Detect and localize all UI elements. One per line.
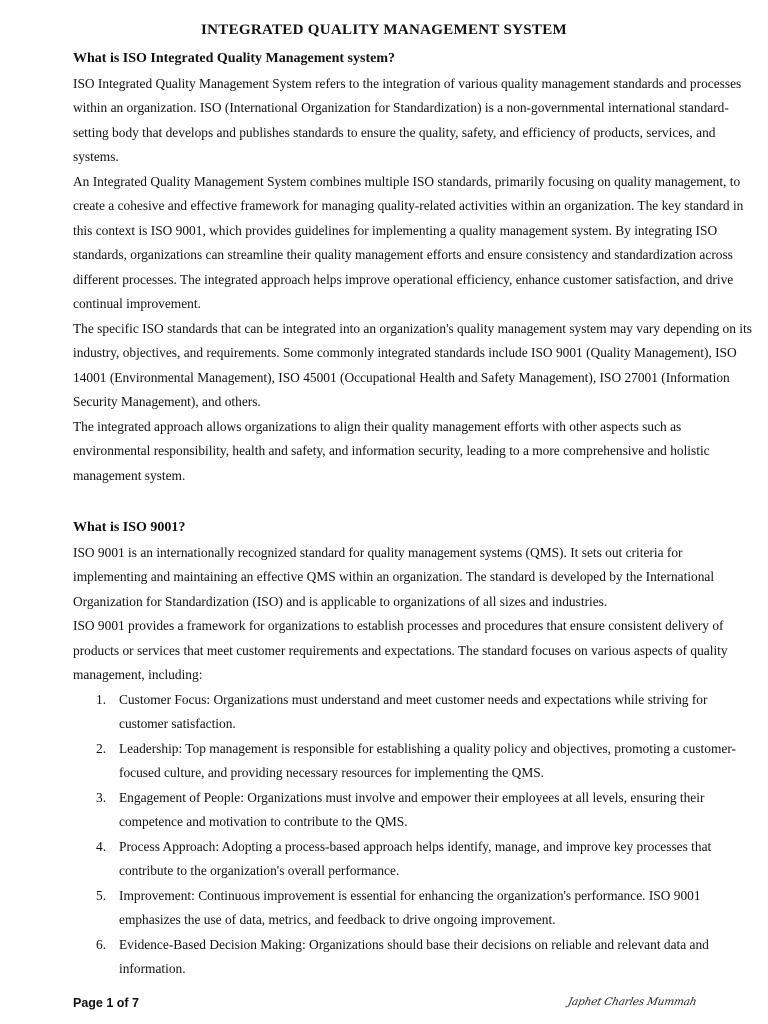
list-item-text: Engagement of People: Organizations must involve and empower their employees at all levels, ensuring their competence and motivation to contribute to the QMS. xyxy=(119,789,705,829)
quality-principles-list xyxy=(73,688,753,982)
list-item-text: Customer Focus: Organizations must understand and meet customer needs and expectations while striving for customer satisfaction. xyxy=(119,691,708,731)
list-item xyxy=(73,884,753,933)
list-item xyxy=(73,786,753,835)
section-iso-9001 xyxy=(73,516,753,982)
section-iqms xyxy=(73,47,753,488)
list-item-number: 5. xyxy=(96,887,107,903)
list-item-number: 4. xyxy=(96,838,107,854)
paragraph: ISO 9001 is an internationally recognized standard for quality management systems (QMS). It sets out criteria for implementing and maintaining an effective QMS within an organization. The standard is developed by the International Organization for Standardization (ISO) and is applicable to organizations of all sizes and industries. xyxy=(73,544,715,609)
list-item-number: 3. xyxy=(96,789,107,805)
list-item xyxy=(73,933,753,982)
paragraph: ISO Integrated Quality Management System refers to the integration of various quality management standards and processes within an organization. ISO (International Organization for Standardization) is a non-governmental international standard-setting body that develops and publishes standards to ensure the quality, safety, and efficiency of products, services, and systems. xyxy=(73,75,742,164)
paragraph: The integrated approach allows organizations to align their quality management efforts with other aspects such as environmental responsibility, health and safety, and information security, leading to a more comprehensive and holistic management system. xyxy=(73,418,710,483)
list-item-text: Process Approach: Adopting a process-based approach helps identify, manage, and improve key processes that contribute to the organization's overall performance. xyxy=(119,838,712,878)
list-item-number: 1. xyxy=(96,691,107,707)
document-title: INTEGRATED QUALITY MANAGEMENT SYSTEM xyxy=(201,22,567,38)
page-number: Page 1 of 7 xyxy=(73,996,139,1010)
list-item xyxy=(73,688,753,737)
list-item-text: Evidence-Based Decision Making: Organizations should base their decisions on reliable and relevant data and information. xyxy=(119,936,709,976)
paragraph: ISO 9001 provides a framework for organizations to establish processes and procedures that ensure consistent delivery of products or services that meet customer requirements and expectations. The standard focuses on various aspects of quality management, including: xyxy=(73,618,728,682)
list-item xyxy=(73,737,753,786)
author-signature: Japhet Charles Mummah xyxy=(566,996,698,1008)
list-item-text: Leadership: Top management is responsible for establishing a quality policy and objectives, promoting a customer-focused culture, and providing necessary resources for implementing the QMS. xyxy=(119,740,736,780)
list-item-text: Improvement: Continuous improvement is essential for enhancing the organization's performance. ISO 9001 emphasizes the use of data, metrics, and feedback to drive ongoing improvement. xyxy=(119,887,701,927)
paragraph: An Integrated Quality Management System combines multiple ISO standards, primarily focusing on quality management, to create a cohesive and effective framework for managing quality-related activities within an organization. The key standard in this context is ISO 9001, which provides guidelines for implementing a quality management system. By integrating ISO standards, organizations can streamline their quality management efforts and ensure consistency and standardization across different processes. The integrated approach helps improve operational efficiency, enhance customer satisfaction, and drive continual improvement. xyxy=(73,173,744,311)
list-item-number: 6. xyxy=(96,936,107,952)
paragraph: The specific ISO standards that can be integrated into an organization's quality management system may vary depending on its industry, objectives, and requirements. Some commonly integrated standards include ISO 9001 (Quality Management), ISO 14001 (Environmental Management), ISO 45001 (Occupational Health and Safety Management), ISO 27001 (Information Security Management), and others. xyxy=(73,320,752,409)
list-item-number: 2. xyxy=(96,740,107,756)
section-heading: What is ISO Integrated Quality Management system? xyxy=(73,51,395,66)
section-heading: What is ISO 9001? xyxy=(73,520,186,535)
list-item xyxy=(73,835,753,884)
